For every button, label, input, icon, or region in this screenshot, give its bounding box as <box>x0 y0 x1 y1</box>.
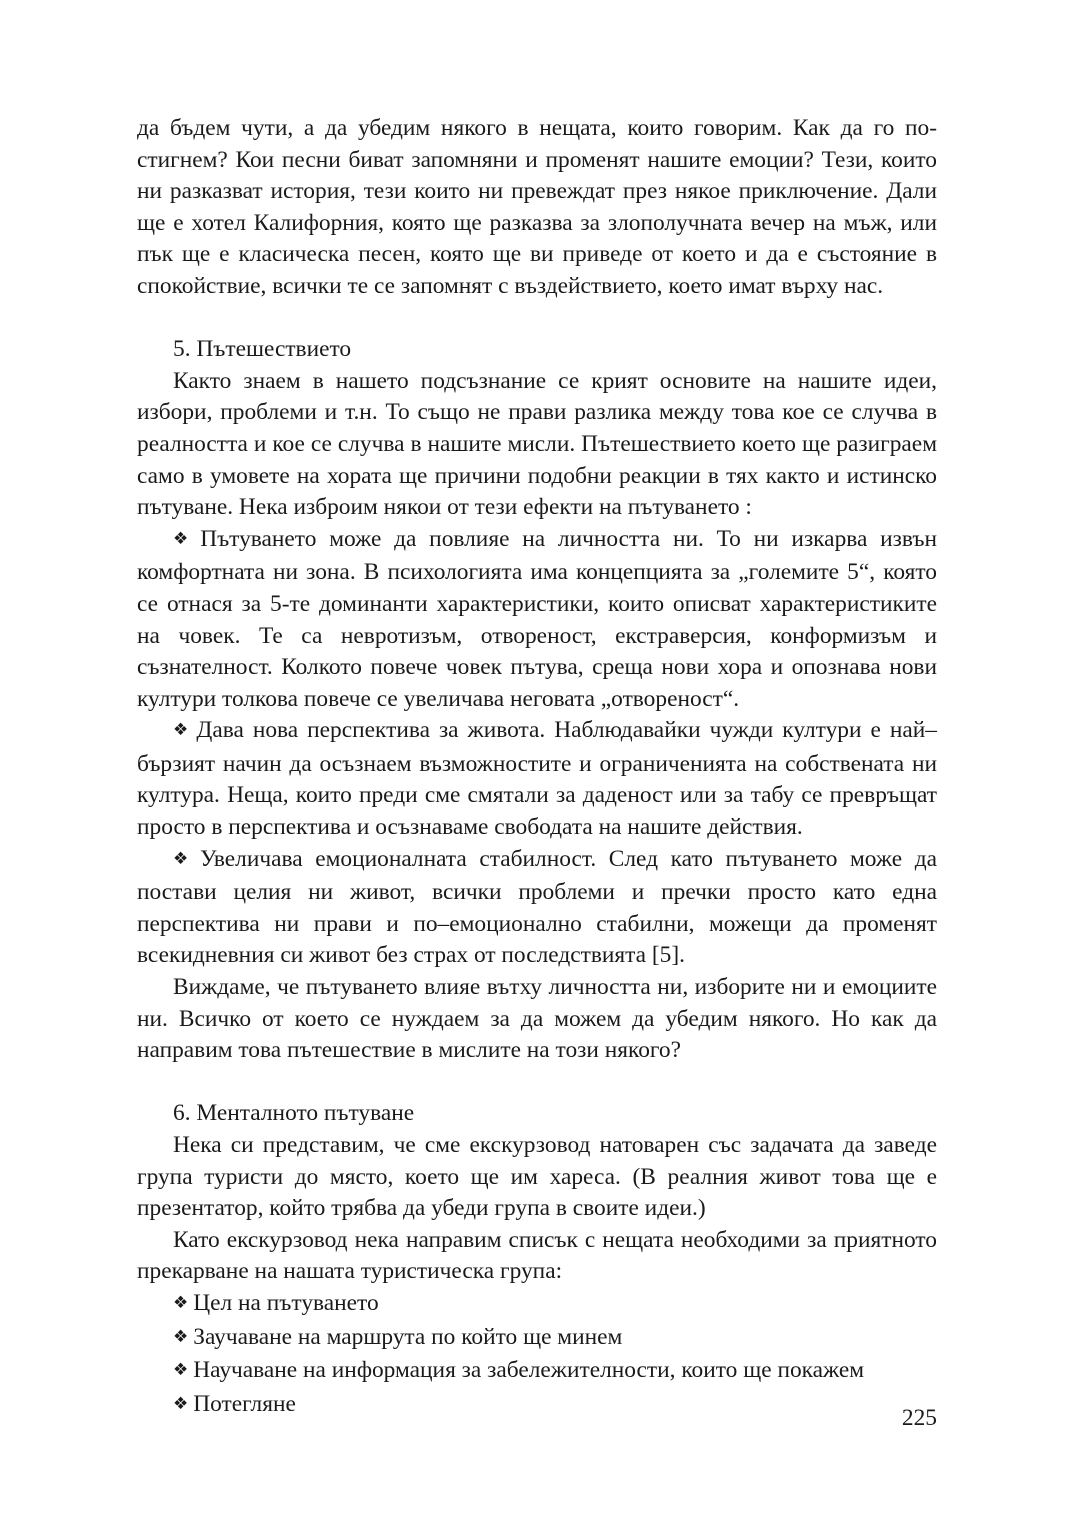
effect-item <box>137 715 937 843</box>
paragraph-mental-travel-intro: Нека си представим, че сме екскурзовод натоварен със задачата да заведе група туристи до място, което ще им хареса. (В реалния живот това ще е презентатор, който трябва да убеди група в своите идеи.) <box>137 1132 937 1222</box>
checklist-text: Заучаване на маршрута по който ще минем <box>193 1323 623 1350</box>
effect-text: Дава нова перспектива за живота. Наблюдавайки чужди култури е най–бързият начин да осъзнаем възможностите и ограниченията на собствената ни култура. Неща, които преди сме смятали за даденост или за табу се превръщат просто в перспектива и осъзнаваме свободата на нашите действия. <box>137 717 937 841</box>
effect-text: Увеличава емоционалната стабилност. След като пътуването може да постави целия ни живот, всички проблеми и пречки просто като една перспектива ни прави и по–емоционално стабилни, можещи да променят всекидневния си живот без страх от последствията [5]. <box>137 845 937 969</box>
checklist-text: Потегляне <box>193 1390 296 1417</box>
checklist-item <box>137 1322 937 1356</box>
bullet-icon: ❖ <box>173 528 196 549</box>
effect-text: Пътуването може да повлияе на личността ни. То ни изкарва извън комфортната ни зона. В психологията има концепцията за „големите 5“, която се отнася за 5-те доминанти характеристики, които описват характеристиките на човек. Те са невротизъм, отвореност, екстраверсия, конформизъм и съзнателност. Колкото повече човек пътува, среща нови хора и опознава нови култури толкова повече се увеличава неговата „отвореност“. <box>137 525 937 712</box>
section-heading-journey: 5. Пътешествието <box>173 336 352 363</box>
bullet-icon: ❖ <box>173 720 192 741</box>
bullet-icon: ❖ <box>173 1292 189 1313</box>
book-page <box>137 0 937 1534</box>
page-number: 225 <box>901 1405 937 1431</box>
bullet-icon: ❖ <box>173 1360 189 1381</box>
paragraph-list-intro: Като екскурзовод нека направим списък с нещата необходими за приятното прекарване на нашата туристическа група: <box>137 1226 937 1285</box>
paragraph-continuation: да бъдем чути, а да убедим някого в нещата, които говорим. Как да го постигнем? Кои песни биват запомняни и променят нашите емоции? Тези, които ни разказват история, тези които ни превеждат през някое приключение. Дали ще е хотел Калифорния, която ще разказва за злополучната вечер на мъж, или пък ще е класическа песен, която ще ви приведе от което и да е състояние в спокойствие, всички те се запомнят с въздействието, което имат върху нас. <box>137 115 937 299</box>
paragraph-journey-conclusion: Виждаме, че пътуването влияе вътху личността ни, изборите ни и емоциите ни. Всичко от което се нуждаем за да можем да убедим някого. Но как да направим това пътешествие в мислите на този някого? <box>137 974 937 1064</box>
checklist-item <box>137 1288 937 1322</box>
bullet-icon: ❖ <box>173 1393 189 1414</box>
checklist-text: Научаване на информация за забележителности, които ще покажем <box>193 1357 865 1384</box>
bullet-icon: ❖ <box>173 1326 189 1347</box>
effect-item <box>137 844 937 972</box>
checklist-item <box>137 1355 937 1389</box>
checklist-item <box>137 1389 937 1423</box>
effect-item <box>137 524 937 716</box>
page-body <box>137 113 937 1422</box>
paragraph-journey-intro: Както знаем в нашето подсъзнание се крият основите на нашите идеи, избори, проблеми и т.н. То също не прави разлика между това кое се случва в реалността и кое се случва в нашите мисли. Пътешествието което ще разиграем само в умовете на хората ще причини подобни реакции в тях както и истинско пътуване. Нека изброим някои от тези ефекти на пътуването : <box>137 367 937 521</box>
bullet-icon: ❖ <box>173 848 195 869</box>
section-heading-mental-travel: 6. Менталното пътуване <box>173 1100 415 1127</box>
checklist-text: Цел на пътуването <box>193 1289 379 1316</box>
